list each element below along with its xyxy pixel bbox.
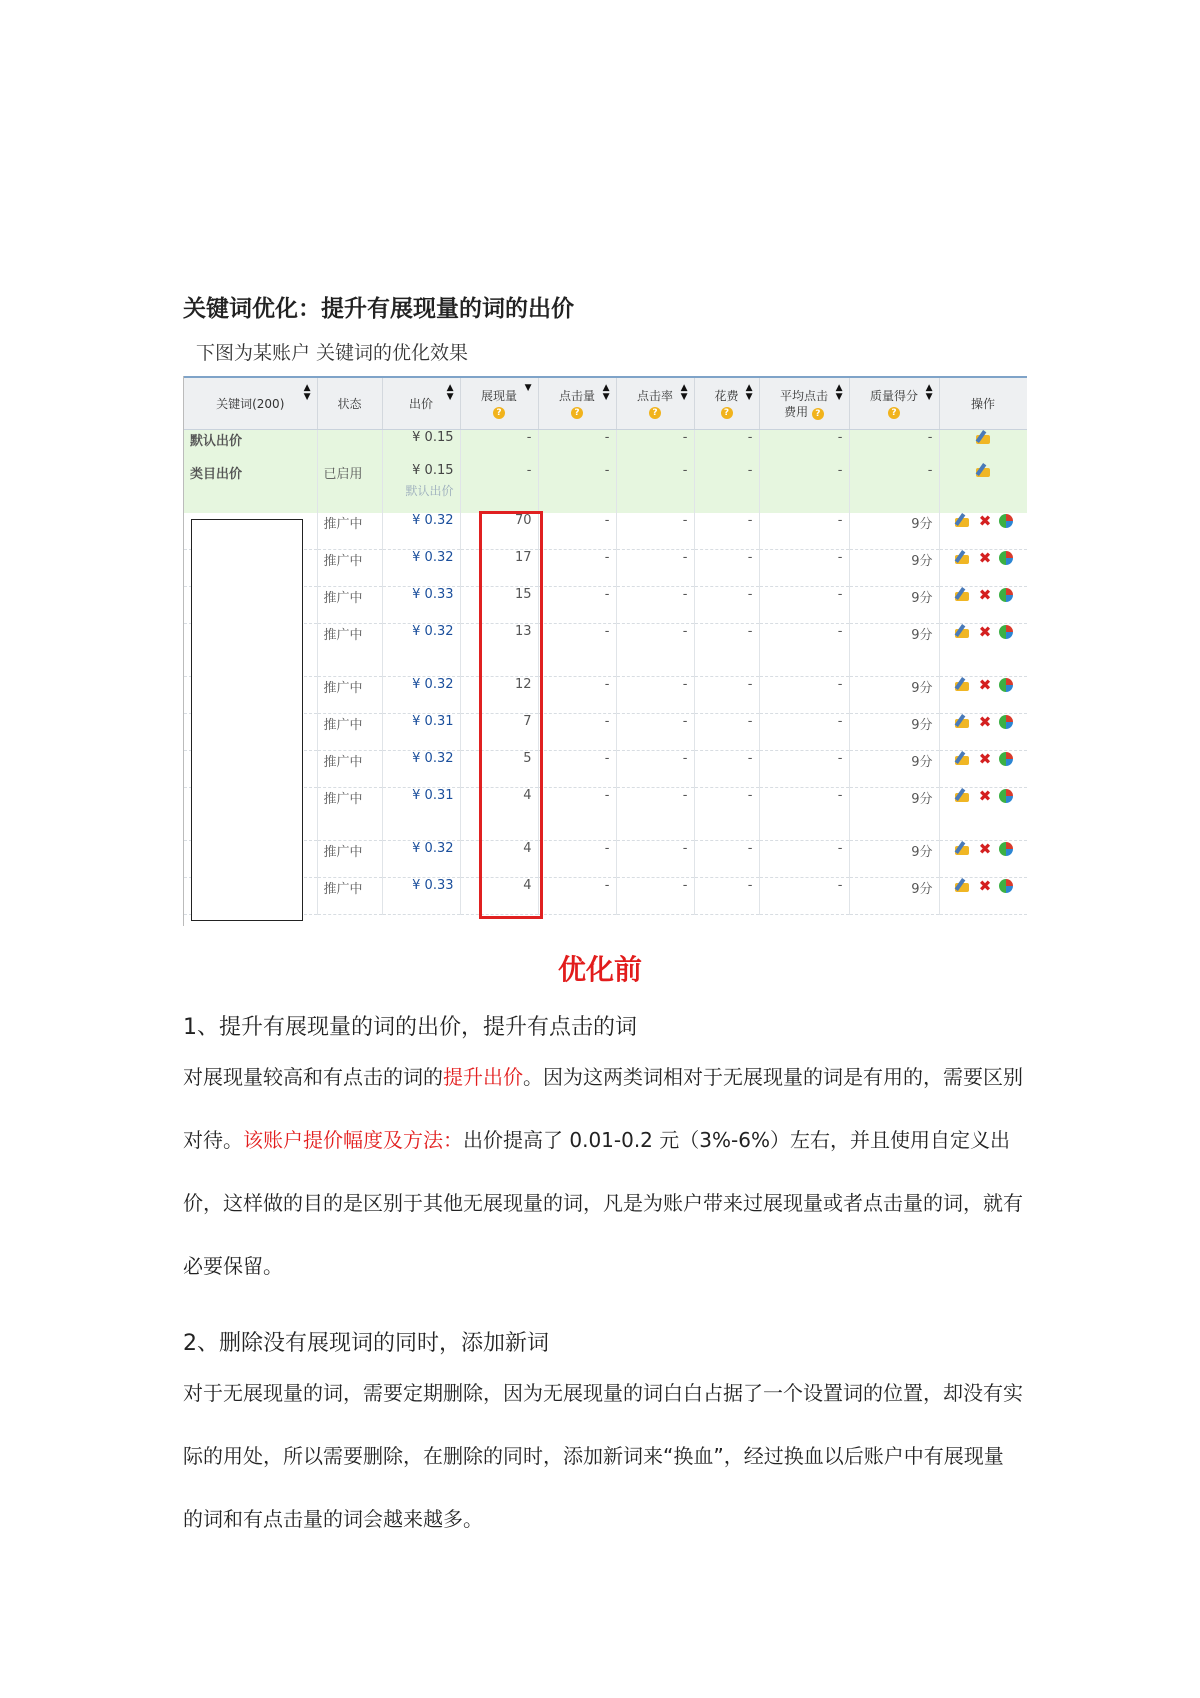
cost-cell: -: [694, 550, 759, 587]
impressions-cell: 70: [460, 513, 538, 550]
section2-body: 对于无展现量的词，需要定期删除，因为无展现量的词白白占据了一个设置词的位置，却没有实际的用处，所以需要删除，在删除的同时，添加新词来“换血”，经过换血以后账户中有展现量的词和有点击量的词会越来越多。: [183, 1381, 1023, 1531]
pie-chart-icon[interactable]: [999, 678, 1013, 692]
status-cell: 推广中: [317, 788, 382, 841]
status-cell: 推广中: [317, 677, 382, 714]
keyword-table: [184, 376, 1027, 915]
image-caption: 下图为某账户 关键词的优化效果: [196, 342, 469, 364]
cost-cell: -: [694, 878, 759, 915]
help-icon[interactable]: ?: [888, 407, 900, 419]
sort-arrows-icon[interactable]: ▲ ▼: [680, 383, 688, 402]
cost-cell: -: [694, 624, 759, 677]
pie-chart-icon[interactable]: [999, 752, 1013, 766]
help-icon[interactable]: ?: [649, 407, 661, 419]
delete-icon[interactable]: ✖: [978, 676, 992, 694]
avg-cpc-cell: -: [759, 677, 849, 714]
keyword-table-screenshot: [183, 376, 1027, 926]
delete-icon[interactable]: ✖: [978, 713, 992, 731]
delete-icon[interactable]: ✖: [978, 840, 992, 858]
bid-cell[interactable]: ¥ 0.32: [382, 550, 460, 587]
cost-cell: -: [694, 587, 759, 624]
ctr-cell: -: [616, 878, 694, 915]
ops-cell: [939, 677, 1027, 714]
quality-cell: 9分: [849, 513, 939, 550]
ops-cell: [939, 751, 1027, 788]
table-row: [184, 751, 1027, 788]
col-keyword[interactable]: 关键词(200) ▲ ▼: [184, 377, 317, 430]
help-icon[interactable]: ?: [721, 407, 733, 419]
sort-arrows-icon[interactable]: ▲ ▼: [303, 383, 311, 402]
highlight-method: 该账户提价幅度及方法：: [243, 1128, 463, 1152]
cost-cell: -: [694, 714, 759, 751]
table-row: [184, 841, 1027, 878]
ops-cell: [939, 788, 1027, 841]
highlight-raise-bid: 提升出价: [443, 1065, 523, 1089]
table-row: [184, 714, 1027, 751]
sort-arrows-icon[interactable]: ▲ ▼: [745, 383, 753, 402]
quality-cell: 9分: [849, 677, 939, 714]
table-row: [184, 513, 1027, 550]
impressions-cell: 4: [460, 878, 538, 915]
ctr-cell: -: [616, 624, 694, 677]
impressions-cell: 15: [460, 587, 538, 624]
section1-body: 对展现量较高和有点击的词的提升出价。因为这两类词相对于无展现量的词是有用的，需要区别对待。该账户提价幅度及方法：出价提高了 0.01-0.2 元（3%-6%）左右，并且使用自定义出价，这样做的目的是区别于其他无展现量的词，凡是为账户带来过展现量或者点击量的词，就有必要保留。: [183, 1065, 1023, 1278]
delete-icon[interactable]: ✖: [978, 511, 992, 530]
pie-chart-icon[interactable]: [999, 514, 1013, 528]
edit-icon[interactable]: [974, 430, 992, 446]
col-impressions[interactable]: 展现量 ? ▼: [460, 377, 538, 430]
pie-chart-icon[interactable]: [999, 551, 1013, 565]
table-row: [184, 677, 1027, 714]
avg-cpc-cell: -: [759, 513, 849, 550]
avg-cpc-cell: -: [759, 841, 849, 878]
help-icon[interactable]: ?: [812, 408, 824, 420]
bid-cell[interactable]: ¥ 0.33: [382, 587, 460, 624]
redacted-keywords-box: [191, 519, 303, 921]
col-bid[interactable]: 出价 ▲ ▼: [382, 377, 460, 430]
impressions-cell: 12: [460, 677, 538, 714]
table-header-row: [184, 377, 1027, 430]
pie-chart-icon[interactable]: [999, 879, 1013, 893]
delete-icon[interactable]: ✖: [978, 750, 992, 768]
status-cell: 推广中: [317, 513, 382, 550]
sort-desc-icon[interactable]: ▼: [524, 383, 532, 393]
status-cell: 推广中: [317, 841, 382, 878]
clicks-cell: -: [538, 624, 616, 677]
clicks-cell: -: [538, 788, 616, 841]
quality-cell: 9分: [849, 751, 939, 788]
status-cell: 推广中: [317, 751, 382, 788]
avg-cpc-cell: -: [759, 714, 849, 751]
delete-icon[interactable]: ✖: [978, 549, 992, 567]
impressions-highlight-box: [479, 511, 543, 919]
quality-cell: 9分: [849, 841, 939, 878]
quality-cell: 9分: [849, 550, 939, 587]
edit-icon[interactable]: [953, 513, 971, 529]
sort-arrows-icon[interactable]: ▲ ▼: [925, 383, 933, 402]
clicks-cell: -: [538, 841, 616, 878]
ops-cell: [939, 513, 1027, 550]
col-avg-cpc[interactable]: 平均点击 费用 ? ▲ ▼: [759, 377, 849, 430]
clicks-cell: -: [538, 751, 616, 788]
quality-cell: 9分: [849, 878, 939, 915]
avg-cpc-cell: -: [759, 550, 849, 587]
pie-chart-icon[interactable]: [999, 715, 1013, 729]
avg-cpc-cell: -: [759, 587, 849, 624]
edit-icon[interactable]: [953, 624, 971, 640]
col-ctr[interactable]: 点击率 ? ▲ ▼: [616, 377, 694, 430]
quality-cell: 9分: [849, 587, 939, 624]
col-quality[interactable]: 质量得分 ? ▲ ▼: [849, 377, 939, 430]
sort-arrows-icon[interactable]: ▲ ▼: [446, 383, 454, 402]
status-cell: 推广中: [317, 587, 382, 624]
ctr-cell: -: [616, 513, 694, 550]
impressions-cell: 13: [460, 624, 538, 677]
ops-cell: [939, 624, 1027, 677]
quality-cell: 9分: [849, 788, 939, 841]
table-row: [184, 788, 1027, 841]
cost-cell: -: [694, 513, 759, 550]
delete-icon[interactable]: ✖: [978, 586, 992, 604]
col-clicks[interactable]: 点击量 ? ▲ ▼: [538, 377, 616, 430]
sort-arrows-icon[interactable]: ▲ ▼: [835, 383, 843, 402]
edit-icon[interactable]: [953, 751, 971, 767]
ops-cell: [939, 550, 1027, 587]
clicks-cell: -: [538, 550, 616, 587]
ctr-cell: -: [616, 587, 694, 624]
cost-cell: -: [694, 751, 759, 788]
pie-chart-icon[interactable]: [999, 625, 1013, 639]
cost-cell: -: [694, 788, 759, 841]
ops-cell: [939, 587, 1027, 624]
edit-icon[interactable]: [953, 550, 971, 566]
help-icon[interactable]: ?: [571, 407, 583, 419]
table-row: [184, 878, 1027, 915]
bid-cell[interactable]: ¥ 0.31: [382, 714, 460, 751]
col-cost[interactable]: 花费 ? ▲ ▼: [694, 377, 759, 430]
status-cell: 推广中: [317, 550, 382, 587]
table-row: [184, 587, 1027, 624]
bid-cell[interactable]: ¥ 0.32: [382, 751, 460, 788]
clicks-cell: -: [538, 587, 616, 624]
avg-cpc-cell: -: [759, 788, 849, 841]
table-row: [184, 624, 1027, 677]
pie-chart-icon[interactable]: [999, 789, 1013, 803]
bid-cell[interactable]: ¥ 0.32: [382, 513, 460, 550]
ctr-cell: -: [616, 841, 694, 878]
ctr-cell: -: [616, 550, 694, 587]
pie-chart-icon[interactable]: [999, 588, 1013, 602]
ctr-cell: -: [616, 788, 694, 841]
bid-cell[interactable]: ¥ 0.33: [382, 878, 460, 915]
help-icon[interactable]: ?: [493, 407, 505, 419]
edit-icon[interactable]: [953, 878, 971, 894]
bid-cell[interactable]: ¥ 0.32: [382, 677, 460, 714]
clicks-cell: -: [538, 714, 616, 751]
impressions-cell: 4: [460, 788, 538, 841]
ctr-cell: -: [616, 677, 694, 714]
ops-cell: [939, 878, 1027, 915]
col-status: 状态: [317, 377, 382, 430]
bid-cell[interactable]: ¥ 0.31: [382, 788, 460, 841]
col-ops: 操作: [939, 377, 1027, 430]
clicks-cell: -: [538, 513, 616, 550]
status-cell: 推广中: [317, 878, 382, 915]
edit-icon[interactable]: [953, 714, 971, 730]
bid-cell[interactable]: ¥ 0.32: [382, 841, 460, 878]
impressions-cell: 4: [460, 841, 538, 878]
page-heading: 关键词优化：提升有展现量的词的出价: [183, 296, 574, 322]
clicks-cell: -: [538, 677, 616, 714]
section2-title: 2、删除没有展现词的同时，添加新词: [183, 1331, 549, 1356]
avg-cpc-cell: -: [759, 624, 849, 677]
quality-cell: 9分: [849, 624, 939, 677]
edit-icon[interactable]: [953, 788, 971, 804]
table-row: [184, 550, 1027, 587]
category-bid-row: 类目出价 已启用 ¥ 0.15 默认出价 - - - - - -: [184, 463, 1027, 513]
ctr-cell: -: [616, 751, 694, 788]
ops-cell: [939, 714, 1027, 751]
edit-icon[interactable]: [953, 841, 971, 857]
status-cell: 推广中: [317, 714, 382, 751]
avg-cpc-cell: -: [759, 878, 849, 915]
impressions-cell: 7: [460, 714, 538, 751]
cost-cell: -: [694, 841, 759, 878]
clicks-cell: -: [538, 878, 616, 915]
before-optimization-label: 优化前: [557, 953, 642, 986]
impressions-cell: 5: [460, 751, 538, 788]
ops-cell: [939, 841, 1027, 878]
avg-cpc-cell: -: [759, 751, 849, 788]
quality-cell: 9分: [849, 714, 939, 751]
bid-cell[interactable]: ¥ 0.32: [382, 624, 460, 677]
ctr-cell: -: [616, 714, 694, 751]
delete-icon[interactable]: ✖: [978, 877, 992, 895]
edit-icon[interactable]: [953, 677, 971, 693]
status-cell: 推广中: [317, 624, 382, 677]
default-bid-row: 默认出价 ¥ 0.15 - - - - - -: [184, 430, 1027, 463]
sort-arrows-icon[interactable]: ▲ ▼: [602, 383, 610, 402]
delete-icon[interactable]: ✖: [978, 623, 992, 641]
delete-icon[interactable]: ✖: [978, 787, 992, 805]
section1-title: 1、提升有展现量的词的出价，提升有点击的词: [183, 1015, 637, 1040]
impressions-cell: 17: [460, 550, 538, 587]
edit-icon[interactable]: [953, 587, 971, 603]
edit-icon[interactable]: [974, 463, 992, 479]
pie-chart-icon[interactable]: [999, 842, 1013, 856]
cost-cell: -: [694, 677, 759, 714]
